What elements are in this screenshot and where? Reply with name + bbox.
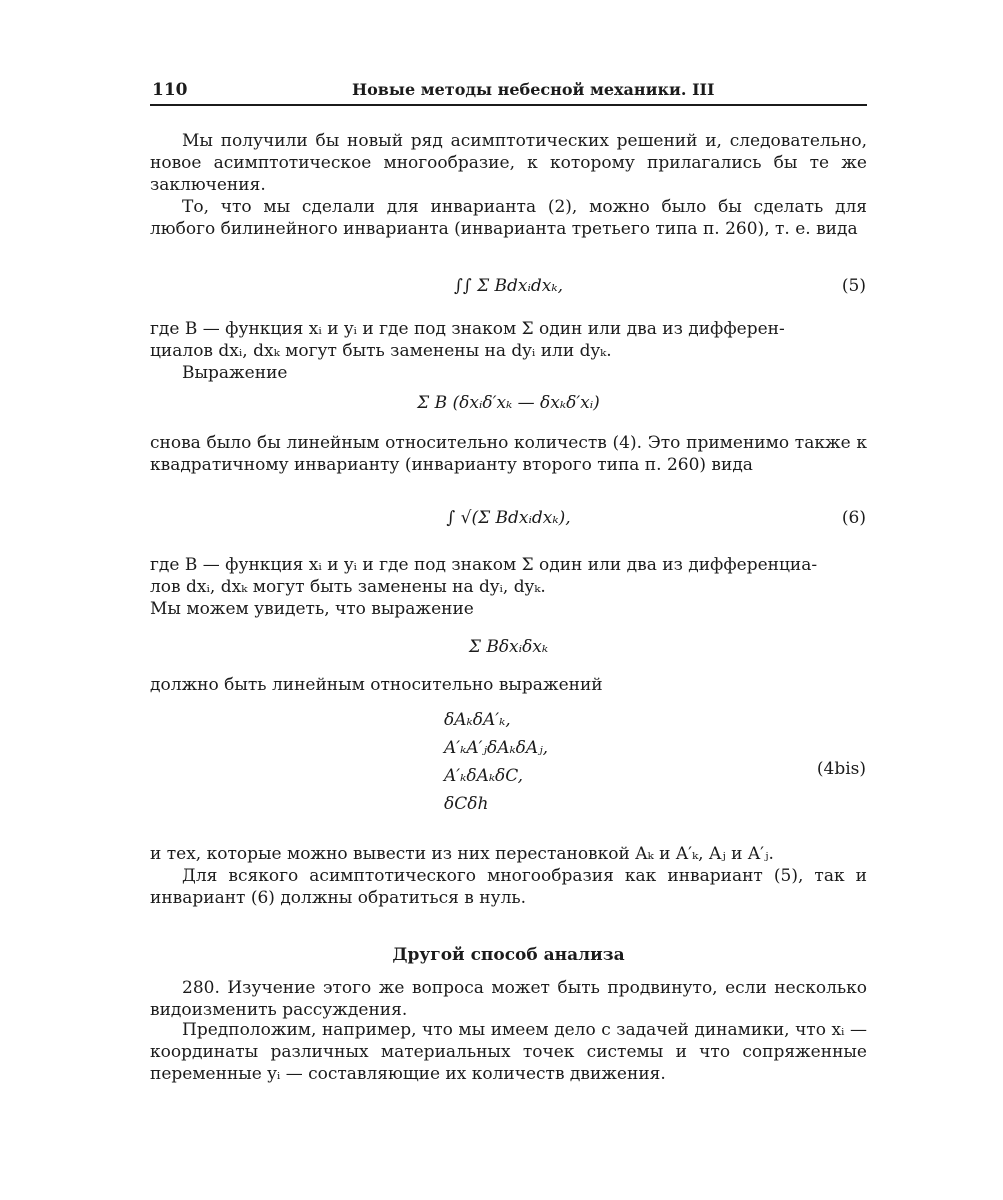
paragraph-function-b-line2: циалов dxᵢ, dxₖ могут быть заменены на dyᵢ или dyₖ. <box>150 341 612 361</box>
paragraph-function-b2-line2: лов dxᵢ, dxₖ могут быть заменены на dyᵢ, dyₖ. <box>150 577 546 597</box>
equation-5-label: (5) <box>841 276 866 296</box>
equation-expression: Σ B (δxᵢδ′xₖ — δxₖδ′xᵢ) <box>417 393 600 413</box>
section-heading: Другой способ анализа <box>392 945 625 965</box>
equation-6-label: (6) <box>841 508 866 528</box>
equation-6: ∫ √(Σ Bdxᵢdxₖ), <box>446 508 571 528</box>
equation-4bis-line: δAₖδA′ₖ, <box>444 710 511 730</box>
paragraph-280: 280. Изучение этого же вопроса может быть продвинуто, если несколько видоизменить рассуждения. <box>150 978 867 1020</box>
equation-5: ∫∫ Σ Bdxᵢdxₖ, <box>454 276 563 296</box>
paragraph-suppose: Предположим, например, что мы имеем дело с задачей динамики, что xᵢ — координаты различных материальных точек системы и что сопряженные переменные yᵢ — составляющие их количеств движения. <box>150 1020 867 1084</box>
paragraph-invariants-vanish: Для всякого асимптотического многообразия как инвариант (5), так и инвариант (6) должны обратиться в нуль. <box>150 866 867 908</box>
paragraph-function-b2-line1: где B — функция xᵢ и yᵢ и где под знаком Σ один или два из дифференциа- <box>150 555 818 575</box>
paragraph-asymptotic-solutions: Мы получили бы новый ряд асимптотических решений и, следовательно, новое асимптотическое многообразие, к которому прилагались бы те же заключения. <box>150 131 867 195</box>
equation-4bis-line: A′ₖδAₖδC, <box>444 766 524 786</box>
running-title: Новые методы небесной механики. III <box>352 80 715 99</box>
header-rule <box>150 104 867 106</box>
equation-4bis <box>444 706 548 818</box>
paragraph-permutation: и тех, которые можно вывести из них перестановкой Aₖ и A′ₖ, Aⱼ и A′ⱼ. <box>150 844 774 864</box>
equation-4bis-line: A′ₖA′ⱼδAₖδAⱼ, <box>444 738 549 758</box>
paragraph-must-be-linear: должно быть линейным относительно выражений <box>150 675 603 695</box>
page-number: 110 <box>152 80 188 100</box>
equation-4bis-line: δCδh <box>444 794 489 814</box>
paragraph-expression: Выражение <box>182 363 288 383</box>
equation-4bis-label: (4bis) <box>816 759 866 779</box>
paragraph-quadratic-invariant: снова было бы линейным относительно количеств (4). Это применимо также к квадратичному инварианту (инварианту второго типа п. 260) вида <box>150 433 867 475</box>
paragraph-function-b-line1: где B — функция xᵢ и yᵢ и где под знаком Σ один или два из дифферен- <box>150 319 785 339</box>
paragraph-bilinear-invariant: То, что мы сделали для инварианта (2), можно было бы сделать для любого билинейного инварианта (инварианта третьего типа п. 260), т. е. вида <box>150 197 867 239</box>
equation-sum: Σ Bδxᵢδxₖ <box>468 637 549 657</box>
paragraph-we-can-see: Мы можем увидеть, что выражение <box>150 599 474 619</box>
